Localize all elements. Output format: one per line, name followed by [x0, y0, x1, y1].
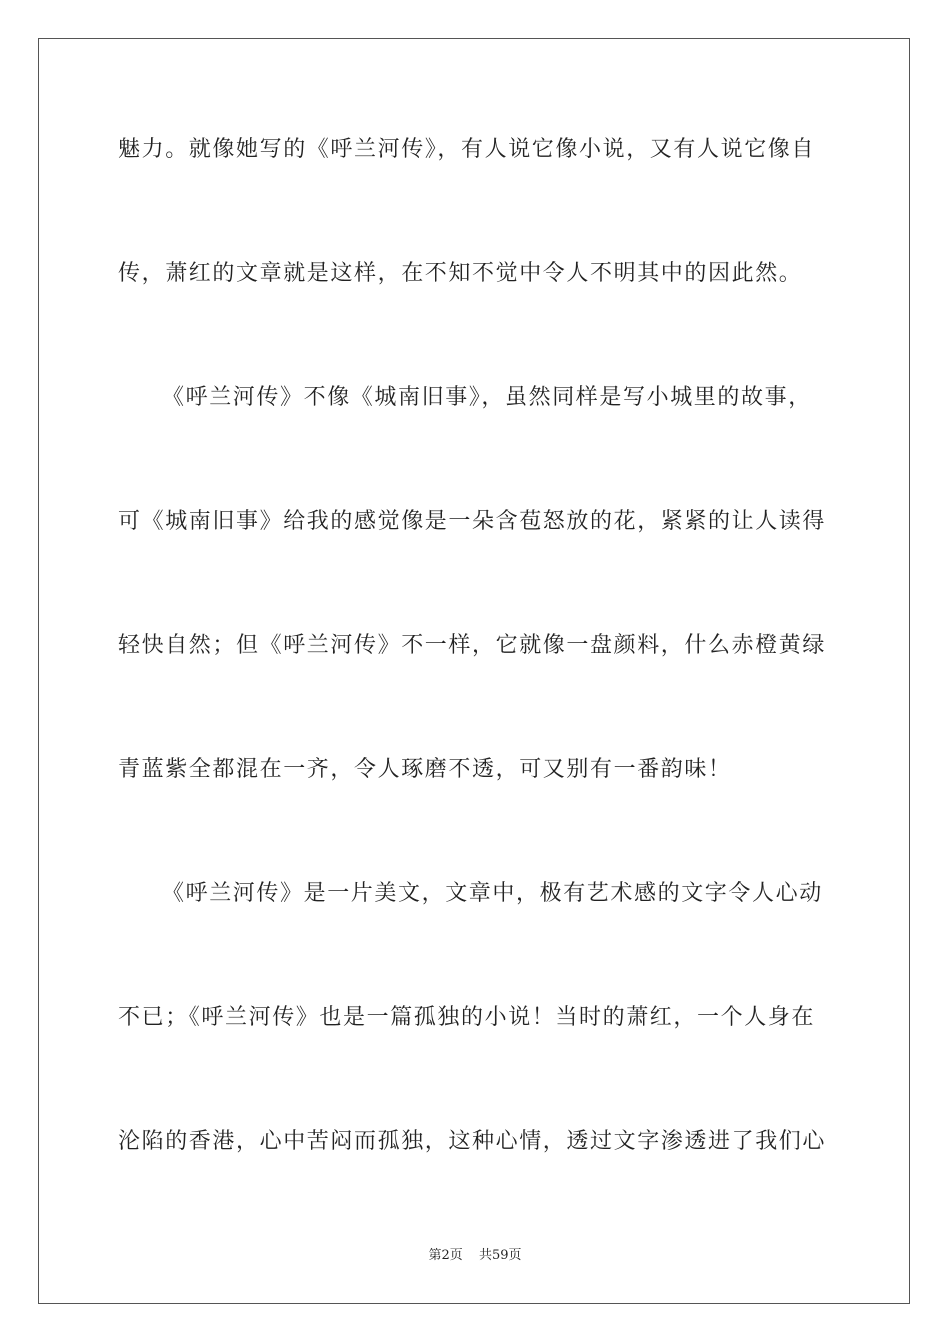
- body-text-line-5: 轻快自然；但《呼兰河传》不一样，它就像一盘颜料，什么赤橙黄绿: [118, 633, 827, 658]
- page-frame: [38, 38, 910, 1304]
- body-text-line-6: 青蓝紫全都混在一齐，令人琢磨不透，可又别有一番韵味！: [118, 757, 732, 782]
- paragraph-start-line-7: 《呼兰河传》是一片美文，文章中，极有艺术感的文字令人心动: [162, 881, 823, 906]
- total-pages: 共59页: [478, 1248, 522, 1263]
- body-text-line-9: 沦陷的香港，心中苦闷而孤独，这种心情，透过文字渗透进了我们心: [118, 1129, 827, 1154]
- paragraph-start-line-3: 《呼兰河传》不像《城南旧事》，虽然同样是写小城里的故事，: [162, 385, 812, 410]
- body-text-line-8: 不已；《呼兰河传》也是一篇孤独的小说！当时的萧红，一个人身在: [118, 1005, 816, 1030]
- body-text-line-1: 魅力。就像她写的《呼兰河传》，有人说它像小说，又有人说它像自: [118, 137, 816, 162]
- body-text-line-4: 可《城南旧事》给我的感觉像是一朵含苞怒放的花，紧紧的让人读得: [118, 509, 827, 534]
- page-footer: [0, 1247, 950, 1265]
- page-number: 第2页: [428, 1248, 463, 1263]
- body-text-line-2: 传，萧红的文章就是这样，在不知不觉中令人不明其中的因此然。: [118, 261, 803, 286]
